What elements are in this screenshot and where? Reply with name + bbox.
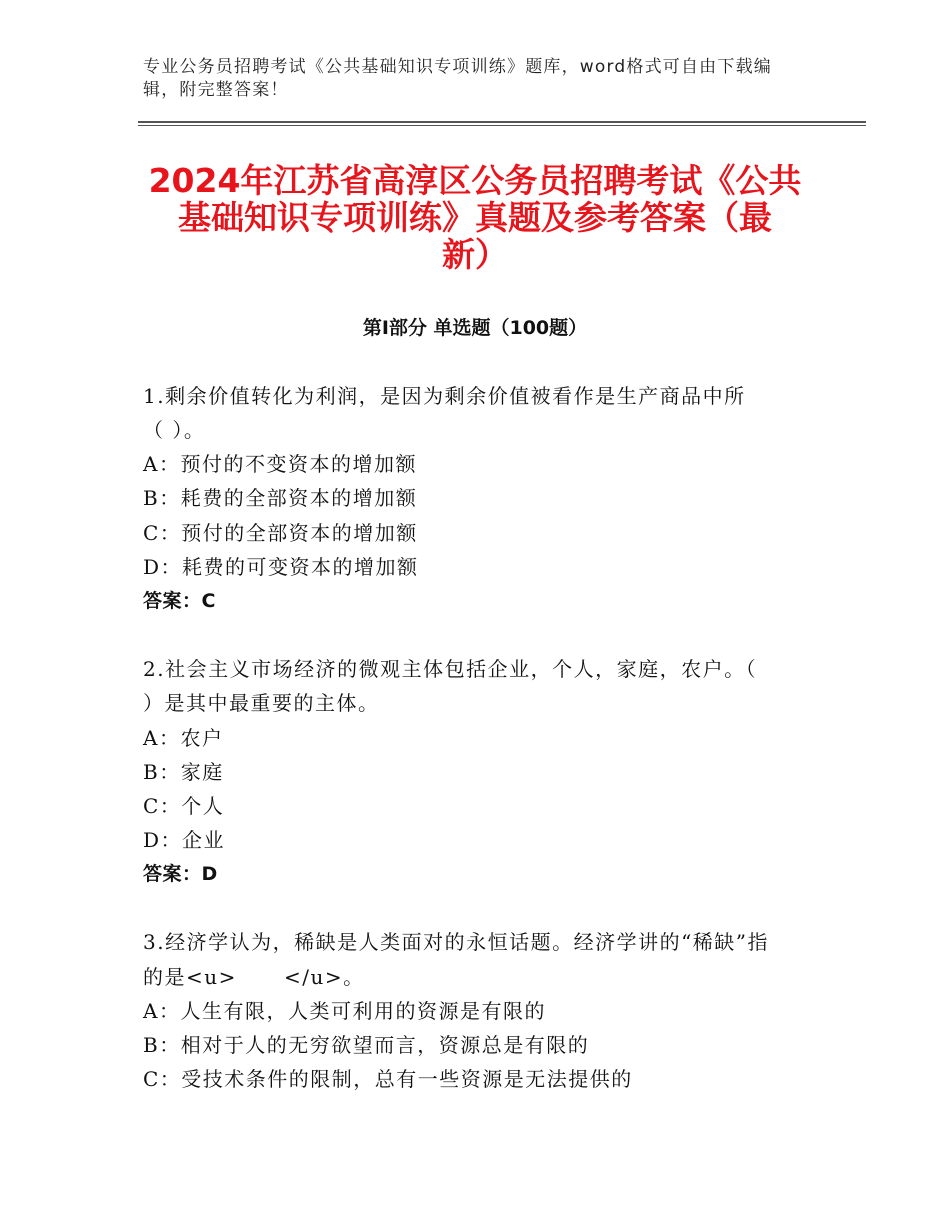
question-block xyxy=(143,652,883,891)
title-line: 新） xyxy=(442,235,508,274)
question-block xyxy=(143,925,883,1096)
answer-line: 答案：D xyxy=(143,863,218,886)
option-item: A：预付的不变资本的增加额 xyxy=(143,452,417,477)
option-item: B：相对于人的无穷欲望而言，资源总是有限的 xyxy=(143,1032,590,1057)
header-line: 专业公务员招聘考试《公共基础知识专项训练》题库，word格式可自由下载编 xyxy=(143,57,772,77)
question-text-line: 3.经济学认为，稀缺是人类面对的永恒话题。经济学讲的“稀缺”指 xyxy=(143,930,770,955)
option-item: B：家庭 xyxy=(143,759,224,784)
document-header xyxy=(143,56,772,102)
answer-line: 答案：C xyxy=(143,589,216,612)
option-item: B：耗费的全部资本的增加额 xyxy=(143,486,418,511)
title-line: 基础知识专项训练》真题及参考答案（最 xyxy=(178,198,772,237)
question-list xyxy=(143,379,883,1096)
header-divider xyxy=(138,121,866,126)
section-heading: 第Ⅰ部分 单选题（100题） xyxy=(362,317,588,339)
question-text-line: ）是其中最重要的主体。 xyxy=(143,691,380,716)
option-item: D：耗费的可变资本的增加额 xyxy=(143,554,419,579)
header-line: 辑，附完整答案！ xyxy=(143,80,289,100)
option-item: A：农户 xyxy=(143,725,224,750)
option-item: C：预付的全部资本的增加额 xyxy=(143,520,418,545)
question-text-line: （ ）。 xyxy=(143,418,206,443)
question-text-line: 的是<u> </u>。 xyxy=(143,964,365,989)
question-block xyxy=(143,379,883,618)
document-title xyxy=(0,162,950,273)
question-text-line: 2.社会主义市场经济的微观主体包括企业，个人，家庭，农户。（ xyxy=(143,657,758,682)
option-item: C：个人 xyxy=(143,793,225,818)
title-line: 2024年江苏省高淳区公务员招聘考试《公共 xyxy=(148,161,802,200)
option-item: A：人生有限，人类可利用的资源是有限的 xyxy=(143,998,546,1023)
question-text-line: 1.剩余价值转化为利润，是因为剩余价值被看作是生产商品中所 xyxy=(143,384,746,408)
option-item: D：企业 xyxy=(143,828,226,853)
option-item: C：受技术条件的限制，总有一些资源是无法提供的 xyxy=(143,1067,633,1092)
